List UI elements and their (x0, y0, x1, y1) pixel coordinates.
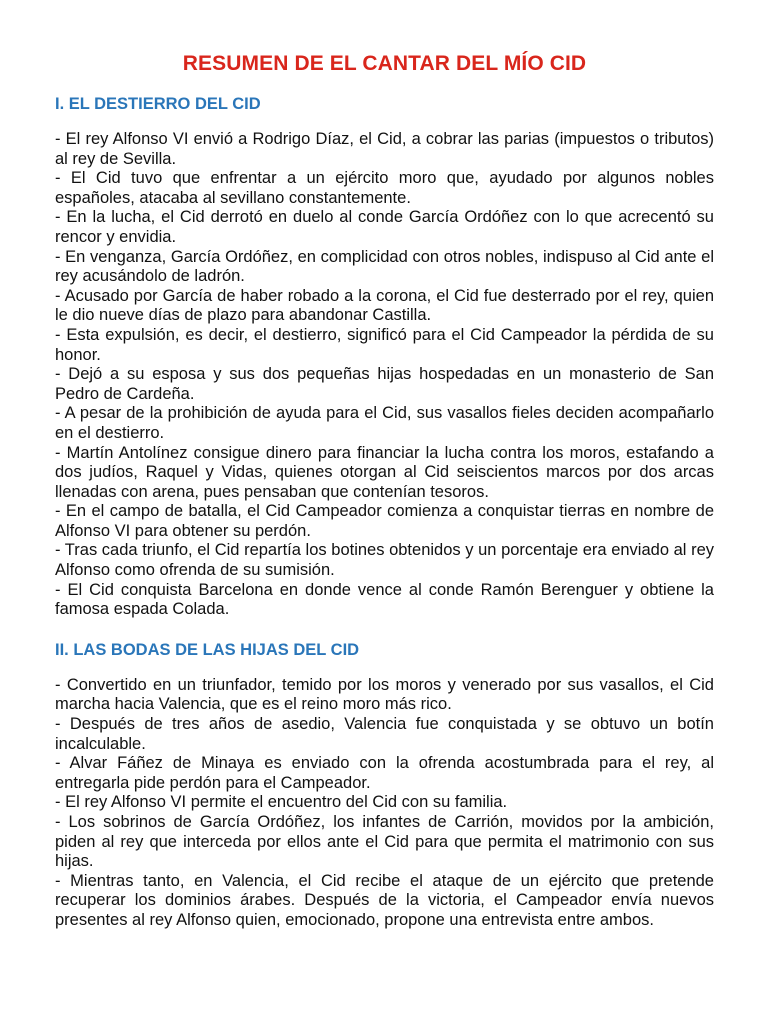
paragraph: - El rey Alfonso VI permite el encuentro del Cid con su familia. (55, 793, 508, 812)
section-heading-destierro: I. EL DESTIERRO DEL CID (55, 95, 261, 113)
paragraph: - Dejó a su esposa y sus dos pequeñas hijas hospedadas en un monasterio de San Pedro de Cardeña. (55, 365, 714, 403)
paragraph: - Mientras tanto, en Valencia, el Cid recibe el ataque de un ejército que pretende recuperar los dominios árabes. Después de la victoria, el Campeador envía nuevos presentes al rey Alfonso quien, emocionado, propone una entrevista entre ambos. (55, 871, 714, 929)
paragraph: - Tras cada triunfo, el Cid repartía los botines obtenidos y un porcentaje era enviado al rey Alfonso como ofrenda de su sumisión. (55, 541, 714, 580)
section-body-bodas (55, 676, 714, 931)
paragraph: - En el campo de batalla, el Cid Campeador comienza a conquistar tierras en nombre de Alfonso VI para obtener su perdón. (55, 502, 714, 540)
paragraph: - Después de tres años de asedio, Valencia fue conquistada y se obtuvo un botín incalculable. (55, 715, 714, 753)
section-body-destierro (55, 130, 714, 620)
paragraph: - Los sobrinos de García Ordóñez, los infantes de Carrión, movidos por la ambición, piden al rey que interceda por ellos ante el Cid para que permita el matrimonio con sus hijas. (55, 813, 714, 871)
document-title: RESUMEN DE EL CANTAR DEL MÍO CID (182, 52, 587, 75)
paragraph: - El rey Alfonso VI envió a Rodrigo Díaz, el Cid, a cobrar las parias (impuestos o tributos) al rey de Sevilla. (55, 130, 714, 168)
paragraph: - El Cid tuvo que enfrentar a un ejército moro que, ayudado por algunos nobles españoles, atacaba al sevillano constantemente. (55, 169, 714, 207)
paragraph: - Alvar Fáñez de Minaya es enviado con la ofrenda acostumbrada para el rey, al entregarla pide perdón para el Campeador. (55, 754, 714, 792)
paragraph: - Esta expulsión, es decir, el destierro, significó para el Cid Campeador la pérdida de su honor. (55, 325, 714, 364)
section-heading-bodas: II. LAS BODAS DE LAS HIJAS DEL CID (55, 640, 360, 659)
paragraph: - En venganza, García Ordóñez, en complicidad con otros nobles, indispuso al Cid ante el rey acusándolo de ladrón. (55, 247, 714, 286)
paragraph: - Acusado por García de haber robado a la corona, el Cid fue desterrado por el rey, quien le dio nueve días de plazo para abandonar Castilla. (55, 286, 714, 325)
paragraph: - A pesar de la prohibición de ayuda para el Cid, sus vasallos fieles deciden acompañarlo en el destierro. (55, 404, 714, 442)
paragraph: - Convertido en un triunfador, temido por los moros y venerado por sus vasallos, el Cid marcha hacia Valencia, que es el reino moro más rico. (55, 675, 714, 714)
paragraph: - El Cid conquista Barcelona en donde vence al conde Ramón Berenguer y obtiene la famosa espada Colada. (55, 580, 714, 619)
paragraph: - En la lucha, el Cid derrotó en duelo al conde García Ordóñez con lo que acrecentó su rencor y envidia. (55, 208, 714, 246)
paragraph: - Martín Antolínez consigue dinero para financiar la lucha contra los moros, estafando a dos judíos, Raquel y Vidas, quienes otorgan al Cid seiscientos marcos por dos arcas llenadas con arena, pues pensaban que contenían tesoros. (55, 443, 714, 501)
